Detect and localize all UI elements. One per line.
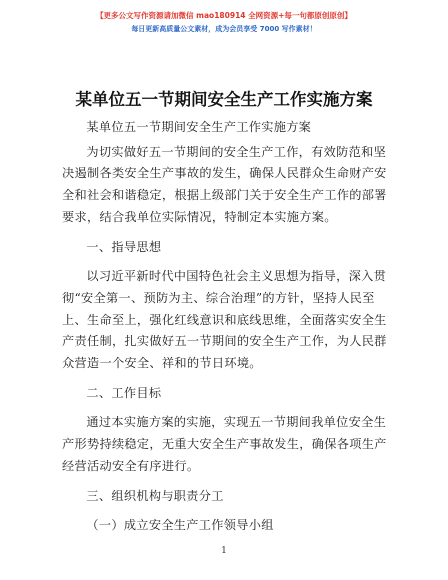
section-1-heading: 一、指导思想 xyxy=(86,239,162,254)
section-3-subheading-1: （一）成立安全生产工作领导小组 xyxy=(86,518,274,533)
section-3-heading: 三、组织机构与职责分工 xyxy=(86,488,224,503)
section-2-paragraph: 通过本实施方案的实施，实现五一节期间我单位安全生产形势持续稳定，无重大安全生产事故发生，确保各项生产经营活动安全有序进行。 xyxy=(62,415,387,473)
promo-banner-line-1: 【更多公文写作资源请加微信 mao180914 全网资源+每一句都原创原创】 xyxy=(96,11,352,20)
document-title: 某单位五一节期间安全生产工作实施方案 xyxy=(75,90,373,109)
document-body xyxy=(62,117,392,537)
page-number: 1 xyxy=(221,546,227,556)
section-2-heading: 二、工作目标 xyxy=(86,385,162,400)
document-subtitle: 某单位五一节期间安全生产工作实施方案 xyxy=(86,120,312,134)
promo-banner-line-2: 每日更新高质量公文素材，成为会员享受 7000 写作素材！ xyxy=(131,25,317,33)
promo-banner xyxy=(90,10,358,35)
section-1-paragraph: 以习近平新时代中国特色社会主义思想为指导，深入贯彻“安全第一、预防为主、综合治理”的方针，坚持人民至上、生命至上，强化红线意识和底线思维，全面落实安全生产责任制，扎实做好五一节期间的安全生产工作，为人民群众营造一个安全、祥和的节日环境。 xyxy=(62,269,387,371)
intro-paragraph: 为切实做好五一节期间的安全生产工作，有效防范和坚决遏制各类安全生产事故的发生，确保人民群众生命财产安全和社会和谐稳定，根据上级部门关于安全生产工作的部署要求，结合我单位实际情况，特制定本实施方案。 xyxy=(62,144,387,224)
